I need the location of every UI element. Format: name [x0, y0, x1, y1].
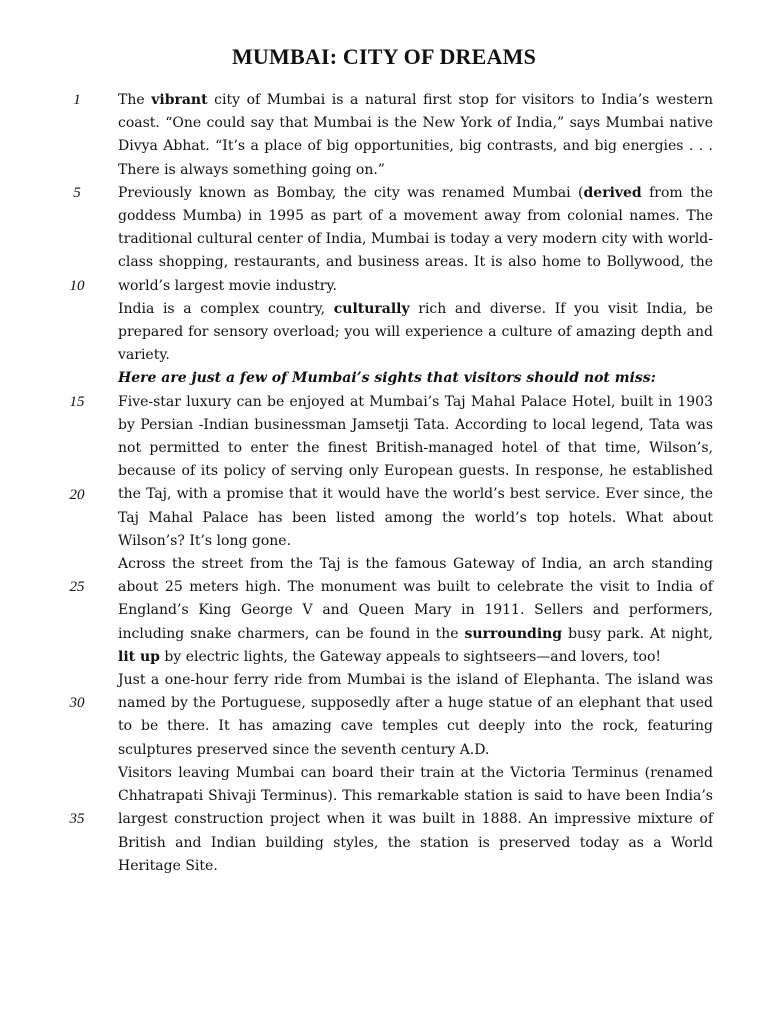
vocab-word: vibrant: [151, 92, 208, 108]
paragraph-taj: Five-star luxury can be enjoyed at Mumbai’s Taj Mahal Palace Hotel, built in 1903 by Persian -Indian businessman Jamsetji Tata. According to local legend, Tata was not permitted to enter the finest British-managed hotel of that time, Wilson’s, because of its policy of serving only European guests. In response, he established the Taj, with a promise that it would have the world’s best service. Ever since, the Taj Mahal Palace has been listed among the world’s top hotels. What about Wilson’s? It’s long gone.: [118, 393, 713, 549]
line-number: 35: [69, 811, 85, 827]
article-body: [118, 89, 713, 878]
paragraph-terminus: Visitors leaving Mumbai can board their train at the Victoria Terminus (renamed Chhatrapati Shivaji Terminus). This remarkable station is said to have been India’s largest construction project when it was built in 1888. An impressive mixture of British and Indian building styles, the station is preserved today as a World Heritage Site.: [118, 764, 713, 874]
paragraph-elephanta: Just a one-hour ferry ride from Mumbai is the island of Elephanta. The island was named by the Portuguese, supposedly after a huge statue of an elephant that used to be there. It has amazing cave temples cut deeply into the rock, featuring sculptures preserved since the seventh century A.D.: [118, 672, 713, 758]
section-heading: Here are just a few of Mumbai’s sights that visitors should not miss:: [118, 370, 656, 387]
line-number: 1: [73, 92, 81, 108]
vocab-word: lit up: [118, 648, 160, 665]
vocab-word: derived: [583, 184, 642, 201]
line-number: 15: [69, 394, 85, 410]
line-number: 30: [69, 695, 85, 711]
paragraph-gateway: Across the street from the Taj is the famous Gateway of India, an arch standing about 25 meters high. The monument was built to celebrate the visit to India of England’s King George V and Queen Mary in 1911. Sellers and performers, including snake charmers, can be found in the surrounding busy park. At night, lit up by electric lights, the Gateway appeals to sightseers—and lovers, too!: [118, 556, 713, 665]
line-number: 20: [69, 487, 85, 503]
paragraph-history: Previously known as Bombay, the city was renamed Mumbai (derived from the goddess Mumba) in 1995 as part of a movement away from colonial names. The traditional cultural center of India, Mumbai is today a very modern city with world-class shopping, restaurants, and business areas. It is also home to Bollywood, the world’s largest movie industry.: [118, 184, 713, 294]
paragraph-intro: The vibrant city of Mumbai is a natural first stop for visitors to India’s western coast. “One could say that Mumbai is the New York of India,” says Mumbai native Divya Abhat. “It’s a place of big opportunities, big contrasts, and big energies . . . There is always something going on.”: [118, 92, 714, 178]
page-title: MUMBAI: CITY OF DREAMS: [231, 44, 537, 69]
paragraph-culture: India is a complex country, culturally rich and diverse. If you visit India, be prepared for sensory overload; you will experience a culture of amazing depth and variety.: [118, 300, 713, 364]
vocab-word: culturally: [333, 300, 410, 317]
line-number: 5: [73, 185, 81, 201]
vocab-word: surrounding: [464, 625, 563, 642]
line-number: 25: [69, 579, 85, 595]
line-number: 10: [69, 278, 85, 294]
